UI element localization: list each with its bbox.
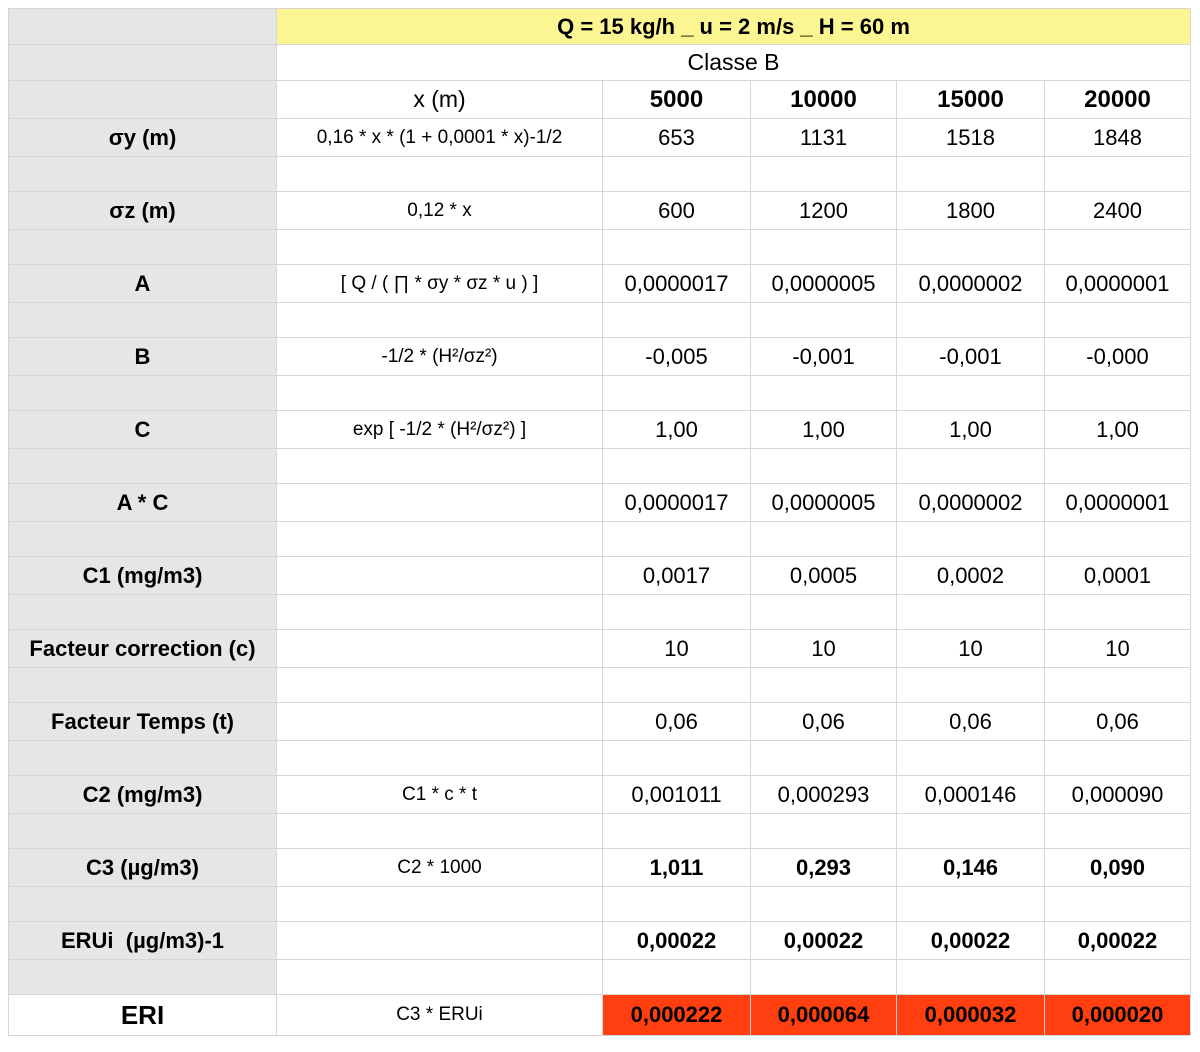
empty-cell[interactable] [751,814,897,849]
empty-cell[interactable] [9,668,277,703]
value-cell[interactable]: -0,000 [1045,338,1191,376]
value-cell[interactable]: 0,0000001 [1045,265,1191,303]
empty-cell[interactable] [1045,887,1191,922]
empty-cell[interactable] [897,522,1045,557]
empty-cell[interactable] [897,887,1045,922]
empty-cell[interactable] [1045,522,1191,557]
empty-cell[interactable] [9,595,277,630]
row-label[interactable]: σy (m) [9,119,277,157]
empty-cell[interactable] [897,376,1045,411]
label-cell-empty[interactable] [9,45,277,81]
value-cell[interactable]: 0,06 [751,703,897,741]
calculation-table [8,8,1191,1036]
empty-cell[interactable] [897,960,1045,995]
x-header-row [9,81,1191,119]
spacer-row [9,595,1191,630]
value-cell[interactable]: 0,0000017 [603,265,751,303]
empty-cell[interactable] [751,741,897,776]
empty-cell[interactable] [277,887,603,922]
value-cell[interactable]: 1200 [751,192,897,230]
eri-label[interactable]: ERI [9,995,277,1036]
value-cell[interactable]: 1,00 [1045,411,1191,449]
empty-cell[interactable] [603,814,751,849]
value-cell[interactable]: 10 [897,630,1045,668]
empty-cell[interactable] [897,741,1045,776]
empty-cell[interactable] [751,376,897,411]
row-label[interactable]: C [9,411,277,449]
empty-cell[interactable] [277,303,603,338]
value-cell[interactable]: 0,0001 [1045,557,1191,595]
row-label[interactable]: A [9,265,277,303]
x-value[interactable]: 20000 [1045,81,1191,119]
empty-cell[interactable] [9,376,277,411]
spacer-row [9,376,1191,411]
empty-cell[interactable] [603,960,751,995]
empty-cell[interactable] [897,449,1045,484]
empty-cell[interactable] [1045,814,1191,849]
empty-cell[interactable] [9,887,277,922]
formula-cell[interactable] [277,703,603,741]
value-cell[interactable]: 0,0017 [603,557,751,595]
empty-cell[interactable] [603,157,751,192]
spacer-row [9,449,1191,484]
row-b [9,338,1191,376]
empty-cell[interactable] [603,741,751,776]
empty-cell[interactable] [603,887,751,922]
empty-cell[interactable] [1045,230,1191,265]
value-cell[interactable]: 0,00022 [1045,922,1191,960]
row-label[interactable]: Facteur correction (c) [9,630,277,668]
spacer-row [9,887,1191,922]
empty-cell[interactable] [603,522,751,557]
eri-value-cell[interactable]: 0,000064 [751,995,897,1036]
formula-cell[interactable]: -1/2 * (H²/σz²) [277,338,603,376]
value-cell[interactable]: 600 [603,192,751,230]
value-cell[interactable]: 10 [1045,630,1191,668]
empty-cell[interactable] [277,522,603,557]
empty-cell[interactable] [603,668,751,703]
empty-cell[interactable] [277,741,603,776]
empty-cell[interactable] [1045,668,1191,703]
empty-cell[interactable] [751,303,897,338]
formula-cell[interactable]: exp [ -1/2 * (H²/σz²) ] [277,411,603,449]
empty-cell[interactable] [751,449,897,484]
row-sigma-y [9,119,1191,157]
title-row [9,9,1191,45]
empty-cell[interactable] [751,960,897,995]
empty-cell[interactable] [277,230,603,265]
value-cell[interactable]: 10 [603,630,751,668]
label-cell-empty[interactable] [9,9,277,45]
formula-cell[interactable] [277,630,603,668]
value-cell[interactable]: 0,000146 [897,776,1045,814]
value-cell[interactable]: -0,001 [751,338,897,376]
row-label[interactable]: ERUi (µg/m3)-1 [9,922,277,960]
value-cell[interactable]: 0,00022 [603,922,751,960]
empty-cell[interactable] [897,230,1045,265]
spacer-row [9,522,1191,557]
empty-cell[interactable] [9,157,277,192]
value-cell[interactable]: 0,0000002 [897,484,1045,522]
spacer-row [9,668,1191,703]
value-cell[interactable]: 0,0000017 [603,484,751,522]
empty-cell[interactable] [277,814,603,849]
empty-cell[interactable] [603,449,751,484]
value-cell[interactable]: 0,0000005 [751,265,897,303]
formula-cell[interactable]: C3 * ERUi [277,995,603,1036]
value-cell[interactable]: 1,00 [603,411,751,449]
row-label[interactable]: Facteur Temps (t) [9,703,277,741]
x-value[interactable]: 10000 [751,81,897,119]
spacer-row [9,814,1191,849]
label-cell-empty[interactable] [9,81,277,119]
value-cell[interactable]: 1,00 [751,411,897,449]
row-label[interactable]: σz (m) [9,192,277,230]
empty-cell[interactable] [1045,595,1191,630]
value-cell[interactable]: 0,0000005 [751,484,897,522]
row-c1 [9,557,1191,595]
formula-cell[interactable]: 0,16 * x * (1 + 0,0001 * x)-1/2 [277,119,603,157]
empty-cell[interactable] [1045,376,1191,411]
formula-cell[interactable] [277,557,603,595]
empty-cell[interactable] [603,376,751,411]
row-label[interactable]: B [9,338,277,376]
row-c [9,411,1191,449]
empty-cell[interactable] [751,668,897,703]
formula-cell[interactable]: 0,12 * x [277,192,603,230]
empty-cell[interactable] [1045,960,1191,995]
value-cell[interactable]: 0,0000002 [897,265,1045,303]
value-cell[interactable]: 1848 [1045,119,1191,157]
value-cell[interactable]: 0,00022 [897,922,1045,960]
spacer-row [9,157,1191,192]
value-cell[interactable]: 0,000090 [1045,776,1191,814]
value-cell[interactable]: 1518 [897,119,1045,157]
x-value[interactable]: 15000 [897,81,1045,119]
spreadsheet [8,8,1191,1036]
value-cell[interactable]: 1800 [897,192,1045,230]
empty-cell[interactable] [277,157,603,192]
row-a-c [9,484,1191,522]
empty-cell[interactable] [277,449,603,484]
empty-cell[interactable] [9,814,277,849]
eri-value-cell[interactable]: 0,000222 [603,995,751,1036]
value-cell[interactable]: -0,005 [603,338,751,376]
empty-cell[interactable] [9,449,277,484]
row-erui [9,922,1191,960]
empty-cell[interactable] [603,230,751,265]
formula-cell[interactable] [277,484,603,522]
row-label[interactable]: A * C [9,484,277,522]
value-cell[interactable]: 1,00 [897,411,1045,449]
value-cell[interactable]: 0,06 [897,703,1045,741]
spacer-row [9,741,1191,776]
value-cell[interactable]: 0,0005 [751,557,897,595]
value-cell[interactable]: 0,001011 [603,776,751,814]
formula-cell[interactable]: C2 * 1000 [277,849,603,887]
row-facteur-correction [9,630,1191,668]
empty-cell[interactable] [751,230,897,265]
value-cell[interactable]: 0,0002 [897,557,1045,595]
x-label[interactable]: x (m) [277,81,603,119]
value-cell[interactable]: 0,146 [897,849,1045,887]
x-value[interactable]: 5000 [603,81,751,119]
row-c2 [9,776,1191,814]
empty-cell[interactable] [603,303,751,338]
empty-cell[interactable] [277,668,603,703]
spacer-row [9,303,1191,338]
parameters-title[interactable]: Q = 15 kg/h _ u = 2 m/s _ H = 60 m [277,9,1191,45]
empty-cell[interactable] [897,303,1045,338]
formula-cell[interactable]: [ Q / ( ∏ * σy * σz * u ) ] [277,265,603,303]
empty-cell[interactable] [751,157,897,192]
value-cell[interactable]: -0,001 [897,338,1045,376]
value-cell[interactable]: 0,06 [1045,703,1191,741]
value-cell[interactable]: 0,090 [1045,849,1191,887]
value-cell[interactable]: 653 [603,119,751,157]
formula-cell[interactable]: C1 * c * t [277,776,603,814]
spacer-row [9,230,1191,265]
empty-cell[interactable] [751,887,897,922]
empty-cell[interactable] [897,814,1045,849]
empty-cell[interactable] [9,741,277,776]
row-eri [9,995,1191,1036]
value-cell[interactable]: 0,000293 [751,776,897,814]
row-facteur-temps [9,703,1191,741]
empty-cell[interactable] [9,522,277,557]
value-cell[interactable]: 2400 [1045,192,1191,230]
empty-cell[interactable] [897,157,1045,192]
classe-title[interactable]: Classe B [277,45,1191,81]
row-label[interactable]: C2 (mg/m3) [9,776,277,814]
empty-cell[interactable] [9,303,277,338]
row-c3 [9,849,1191,887]
value-cell[interactable]: 0,293 [751,849,897,887]
eri-value-cell[interactable]: 0,000032 [897,995,1045,1036]
empty-cell[interactable] [751,522,897,557]
value-cell[interactable]: 10 [751,630,897,668]
empty-cell[interactable] [277,595,603,630]
formula-cell[interactable] [277,922,603,960]
empty-cell[interactable] [1045,157,1191,192]
empty-cell[interactable] [897,595,1045,630]
classe-row [9,45,1191,81]
value-cell[interactable]: 1,011 [603,849,751,887]
value-cell[interactable]: 0,0000001 [1045,484,1191,522]
row-label[interactable]: C3 (µg/m3) [9,849,277,887]
spacer-row [9,960,1191,995]
empty-cell[interactable] [277,376,603,411]
empty-cell[interactable] [897,668,1045,703]
empty-cell[interactable] [1045,449,1191,484]
value-cell[interactable]: 0,06 [603,703,751,741]
row-label[interactable]: C1 (mg/m3) [9,557,277,595]
row-sigma-z [9,192,1191,230]
empty-cell[interactable] [9,230,277,265]
empty-cell[interactable] [1045,741,1191,776]
value-cell[interactable]: 1131 [751,119,897,157]
empty-cell[interactable] [751,595,897,630]
empty-cell[interactable] [603,595,751,630]
value-cell[interactable]: 0,00022 [751,922,897,960]
empty-cell[interactable] [1045,303,1191,338]
row-a [9,265,1191,303]
empty-cell[interactable] [9,960,277,995]
eri-value-cell[interactable]: 0,000020 [1045,995,1191,1036]
empty-cell[interactable] [277,960,603,995]
